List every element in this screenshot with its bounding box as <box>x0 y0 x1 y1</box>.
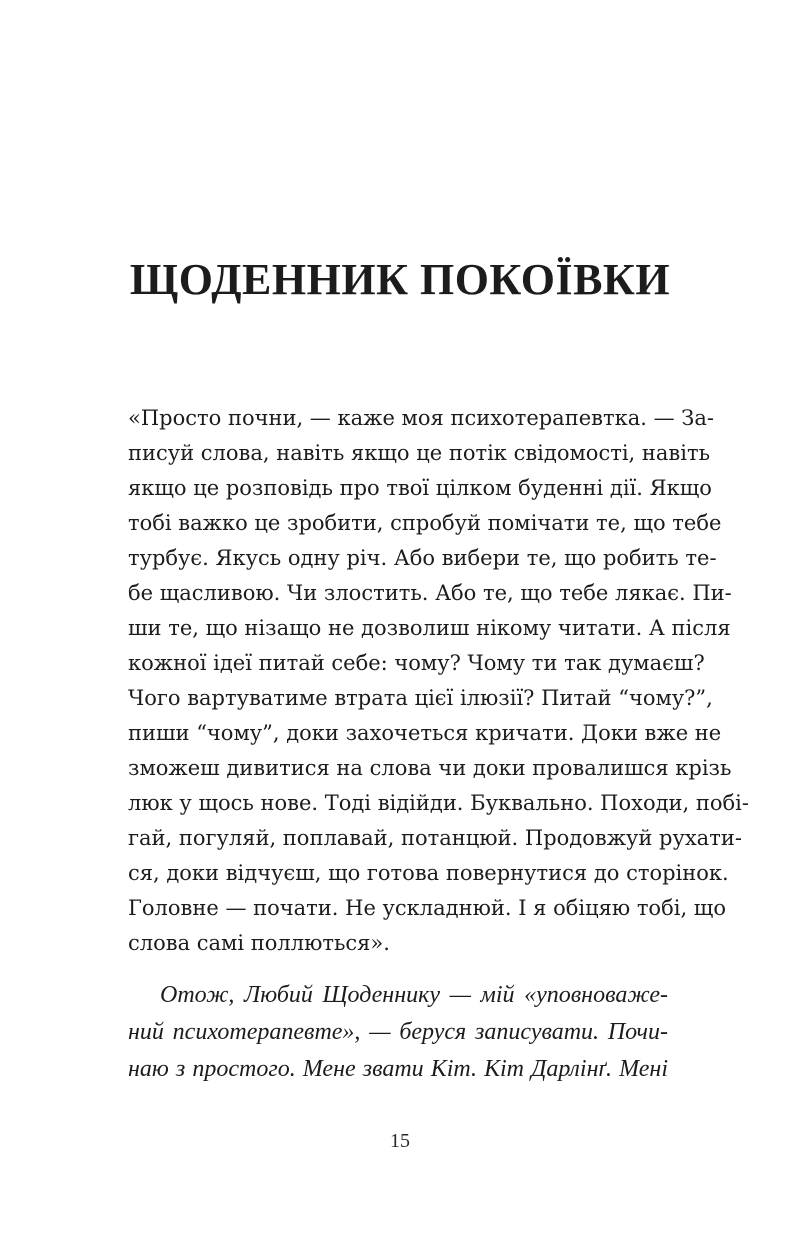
quote-paragraph <box>128 401 749 961</box>
text-line: ся, доки відчуєш, що готова повернутися до сторінок. <box>128 861 729 885</box>
chapter-title: ЩОДЕННИК ПОКОЇВКИ <box>129 255 671 304</box>
text-line: кожної ідеї питай себе: чому? Чому ти так думаєш? <box>128 651 705 675</box>
text-line: Головне — почати. Не ускладнюй. І я обіцяю тобі, що <box>128 896 726 920</box>
text-line: Чого вартуватиме втрата цієї ілюзії? Питай “чому?”, <box>128 686 713 710</box>
text-line: писуй слова, навіть якщо це потік свідомості, навіть <box>128 441 711 465</box>
text-line: тобі важко це зробити, спробуй помічати те, що тебе <box>128 511 722 535</box>
text-line: «Просто почни, — каже моя психотерапевтка. — За- <box>128 406 714 430</box>
diary-entry-paragraph <box>128 977 668 1088</box>
text-line: гай, погуляй, поплавай, потанцюй. Продовжуй рухати- <box>128 826 742 850</box>
text-line: ши те, що нізащо не дозволиш нікому читати. А після <box>128 616 731 640</box>
text-line: турбує. Якусь одну річ. Або вибери те, що робить те- <box>128 546 717 570</box>
italic-text-line: ний психотерапевте», — беруся записувати. Почи- <box>128 1019 668 1045</box>
italic-text-line: Отож, Любий Щоденнику — мій «уповноваже- <box>160 982 668 1008</box>
text-line: бе щасливою. Чи злостить. Або те, що тебе лякає. Пи- <box>128 581 732 605</box>
text-line: слова самі поллються». <box>128 931 390 955</box>
page-number: 15 <box>390 1130 410 1152</box>
italic-text-line: наю з простого. Мене звати Кіт. Кіт Дарлінґ. Мені <box>128 1056 668 1082</box>
text-line: пиши “чому”, доки захочеться кричати. Доки вже не <box>128 721 722 745</box>
text-line: якщо це розповідь про твої цілком буденні дії. Якщо <box>128 476 712 500</box>
text-line: люк у щось нове. Тоді відійди. Буквально. Походи, побі- <box>128 791 749 815</box>
text-line: зможеш дивитися на слова чи доки провалишся крізь <box>128 756 732 780</box>
